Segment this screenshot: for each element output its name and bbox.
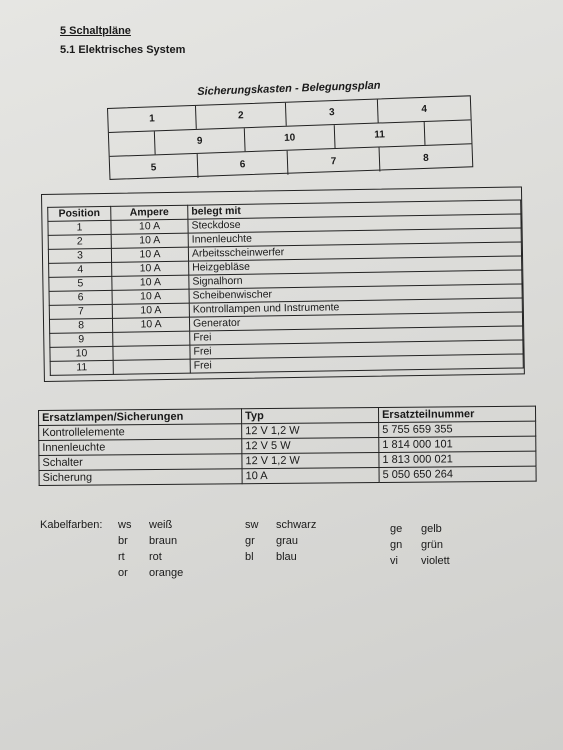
fuse-slot: 3 — [286, 100, 379, 126]
cable-color-name: braun — [149, 535, 178, 547]
table-cell: 11 — [50, 360, 113, 375]
table-cell — [113, 359, 190, 374]
column-header: Typ — [241, 408, 378, 424]
subsection-heading: 5.1 Elektrisches System — [60, 44, 186, 56]
table-row — [39, 466, 536, 485]
cable-color-code: rt — [118, 551, 125, 563]
fuse-slot: 11 — [335, 122, 426, 148]
table-cell: Frei — [190, 354, 523, 373]
table-cell: 10 A — [111, 233, 188, 248]
fuse-assignment-table — [47, 199, 524, 375]
cable-color-name: violett — [421, 555, 450, 567]
table-cell: 5 755 659 355 — [379, 421, 536, 437]
cable-color-code: gr — [245, 535, 255, 547]
table-cell: 12 V 5 W — [242, 438, 379, 454]
table-cell: 9 — [50, 332, 113, 347]
table-cell: Kontrollampen und Instrumente — [189, 298, 522, 317]
cable-color-name: gelb — [421, 523, 442, 535]
fuse-slot: 5 — [110, 154, 199, 181]
table-cell: 10 A — [112, 289, 189, 304]
fusebox-diagram — [107, 95, 473, 180]
cable-color-name: orange — [149, 567, 184, 579]
table-cell: 5 050 650 264 — [379, 466, 536, 482]
cable-color-code: ws — [118, 519, 132, 531]
cable-color-code: gn — [390, 539, 403, 551]
table-cell: 12 V 1,2 W — [242, 423, 379, 439]
fuse-slot — [109, 131, 156, 156]
table-cell — [113, 345, 190, 360]
cable-color-name: weiß — [149, 519, 173, 531]
cable-color-name: rot — [149, 551, 162, 563]
cable-color-name: schwarz — [276, 519, 317, 531]
fuse-slot: 6 — [198, 151, 289, 178]
fuse-slot: 9 — [155, 128, 246, 154]
cable-color-code: bl — [245, 551, 254, 563]
cable-color-code: sw — [245, 519, 259, 531]
table-cell: Signalhorn — [189, 270, 522, 289]
table-cell: Steckdose — [188, 214, 521, 233]
table-cell: 1 814 000 101 — [379, 436, 536, 452]
table-cell: 10 A — [112, 275, 189, 290]
table-cell: 10 A — [112, 261, 189, 276]
table-cell: 1 813 000 021 — [379, 451, 536, 467]
fuse-slot: 10 — [245, 125, 336, 151]
fuse-assignment-frame — [41, 186, 525, 382]
table-cell: Innenleuchte — [39, 439, 242, 456]
section-heading: 5 Schaltpläne — [60, 25, 131, 37]
fusebox-title: Sicherungskasten - Belegungsplan — [197, 79, 381, 98]
fuse-slot: 8 — [422, 152, 429, 164]
cable-color-name: grün — [421, 539, 444, 551]
cable-color-name: blau — [276, 551, 297, 563]
fuse-table-body — [48, 214, 523, 375]
table-cell: Arbeitsscheinwerfer — [188, 242, 521, 261]
table-cell: Innenleuchte — [188, 228, 521, 247]
cable-colors-label: Kabelfarben: — [40, 519, 103, 531]
table-cell: Generator — [189, 312, 522, 331]
fuse-slot: 4 — [421, 103, 428, 116]
table-cell: Frei — [190, 340, 523, 359]
cable-color-name: grau — [276, 535, 299, 547]
table-cell: 4 — [49, 262, 112, 277]
cable-color-code: vi — [390, 555, 398, 567]
column-header: belegt mit — [188, 200, 521, 219]
column-header: Ersatzlampen/Sicherungen — [39, 409, 242, 426]
table-cell: Kontrollelemente — [39, 424, 242, 441]
table-cell: 10 A — [242, 468, 379, 484]
table-cell: 10 — [50, 346, 113, 361]
column-header: Position — [48, 206, 111, 221]
table-cell: Scheibenwischer — [189, 284, 522, 303]
table-cell: 6 — [49, 290, 112, 305]
table-cell: Sicherung — [39, 469, 242, 486]
cable-color-code: or — [118, 567, 128, 579]
table-cell: 3 — [48, 248, 111, 263]
parts-table-body — [39, 421, 537, 485]
spare-parts-table — [38, 406, 537, 486]
cable-color-code: ge — [390, 523, 403, 535]
table-cell: 10 A — [111, 219, 188, 234]
table-cell: Schalter — [39, 454, 242, 471]
table-cell: 8 — [49, 318, 112, 333]
table-cell — [113, 331, 190, 346]
cable-color-code: br — [118, 535, 128, 547]
table-cell: 7 — [49, 304, 112, 319]
table-cell: 10 A — [112, 303, 189, 318]
table-cell: 10 A — [111, 247, 188, 262]
table-cell: 2 — [48, 234, 111, 249]
table-cell: 12 V 1,2 W — [242, 453, 379, 469]
fuse-slot: 1 — [108, 106, 197, 132]
table-cell: Frei — [190, 326, 523, 345]
table-cell: 1 — [48, 220, 111, 235]
fuse-slot — [425, 120, 472, 145]
table-cell: 5 — [49, 276, 112, 291]
table-cell: 10 A — [112, 317, 189, 332]
cable-colors-legend — [40, 519, 520, 589]
fuse-slot: 7 — [288, 148, 381, 175]
column-header: Ampere — [111, 205, 188, 220]
table-cell: Heizgebläse — [189, 256, 522, 275]
fuse-slot: 2 — [196, 103, 287, 129]
column-header: Ersatzteilnummer — [378, 406, 535, 422]
